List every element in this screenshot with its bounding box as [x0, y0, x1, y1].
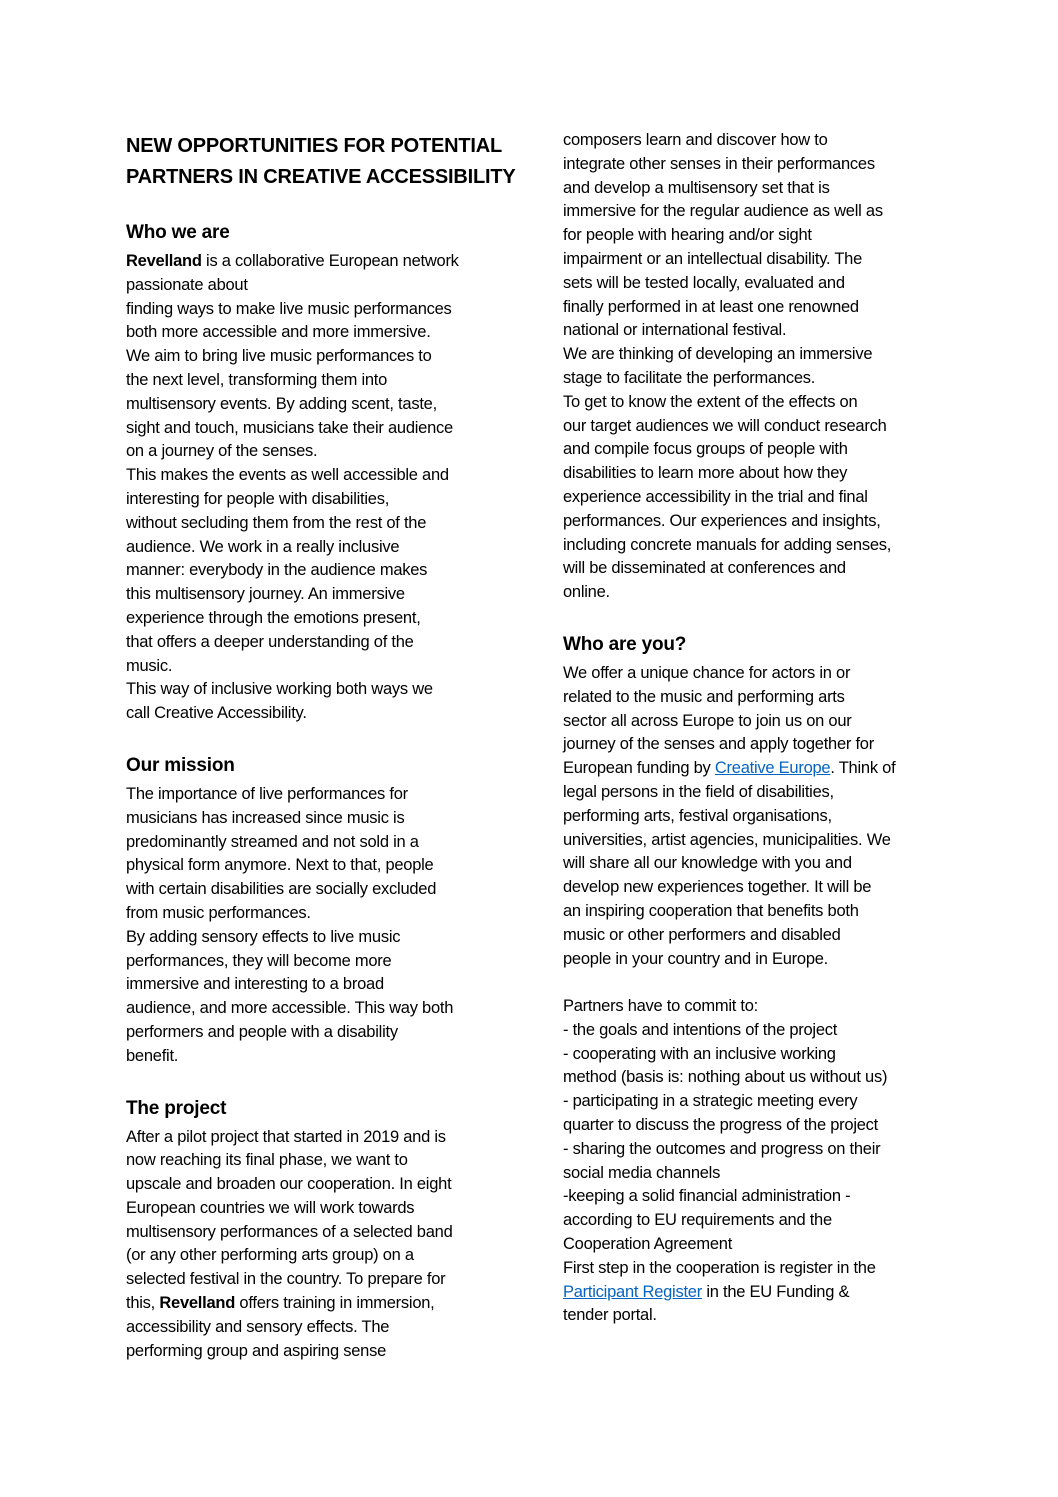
- text-line: manner: everybody in the audience makes: [126, 561, 428, 580]
- document-title-line: PARTNERS IN CREATIVE ACCESSIBILITY: [126, 166, 516, 188]
- text-line: First step in the cooperation is register in the: [563, 1258, 876, 1277]
- text-line: The importance of live performances for: [126, 784, 408, 803]
- text-line: - cooperating with an inclusive working: [563, 1044, 836, 1063]
- text-line: experience accessibility in the trial and final: [563, 487, 868, 506]
- text-line: develop new experiences together. It will be: [563, 878, 872, 897]
- text-line: legal persons in the field of disabilities,: [563, 782, 834, 801]
- text-line: and compile focus groups of people with: [563, 440, 848, 459]
- text-line: performances. Our experiences and insights,: [563, 511, 881, 530]
- text-line: both more accessible and more immersive.: [126, 323, 431, 342]
- text-line: finding ways to make live music performances: [126, 299, 452, 318]
- text-line: Partners have to commit to:: [563, 997, 758, 1016]
- text-line: social media channels: [563, 1163, 721, 1182]
- text-line: By adding sensory effects to live music: [126, 927, 401, 946]
- text-line: - the goals and intentions of the project: [563, 1020, 838, 1039]
- text-line: this multisensory journey. An immersive: [126, 585, 405, 604]
- text-line: passionate about: [126, 275, 248, 294]
- text-line: After a pilot project that started in 2019 and is: [126, 1127, 446, 1146]
- bold-text: Revelland: [126, 252, 202, 270]
- text-line: people in your country and in Europe.: [563, 949, 829, 968]
- text-line: We are thinking of developing an immersive: [563, 345, 873, 364]
- text-line: sets will be tested locally, evaluated and: [563, 273, 845, 292]
- text-line: immersive for the regular audience as well as: [563, 202, 883, 221]
- text-line: call Creative Accessibility.: [126, 704, 307, 723]
- text-run: offers training in immersion,: [235, 1294, 435, 1313]
- text-line: now reaching its final phase, we want to: [126, 1151, 408, 1170]
- section-heading: Who are you?: [563, 633, 687, 655]
- right-column: [563, 129, 955, 1328]
- text-line: national or international festival.: [563, 321, 787, 340]
- text-line: will share all our knowledge with you and: [563, 854, 852, 873]
- text-line: music or other performers and disabled: [563, 925, 841, 944]
- text-line: performances, they will become more: [126, 951, 392, 970]
- text-line: To get to know the extent of the effects on: [563, 392, 858, 411]
- text-run: this,: [126, 1294, 160, 1313]
- text-line: audience, and more accessible. This way both: [126, 999, 454, 1018]
- text-line: will be disseminated at conferences and: [563, 559, 846, 578]
- text-line: performing group and aspiring sense: [126, 1341, 386, 1360]
- text-line: integrate other senses in their performances: [563, 154, 875, 173]
- creative-europe-link[interactable]: Creative Europe: [714, 759, 831, 778]
- text-line: an inspiring cooperation that benefits both: [563, 901, 859, 920]
- text-line: according to EU requirements and the: [563, 1211, 832, 1230]
- section-heading: Who we are: [126, 222, 230, 243]
- text-line: interesting for people with disabilities,: [126, 489, 390, 508]
- section-heading: Our mission: [126, 754, 235, 776]
- text-line: that offers a deeper understanding of the: [126, 632, 414, 651]
- text-line: from music performances.: [126, 903, 311, 922]
- text-run: is a collaborative European network: [201, 252, 459, 270]
- text-line: multisensory events. By adding scent, taste,: [126, 394, 437, 413]
- text-line: journey of the senses and apply together for: [563, 735, 874, 754]
- text-line: [563, 757, 955, 781]
- text-line: finally performed in at least one renowned: [563, 297, 859, 316]
- text-line: [126, 1292, 518, 1316]
- document-title-line: NEW OPPORTUNITIES FOR POTENTIAL: [126, 135, 503, 157]
- text-line: sight and touch, musicians take their audience: [126, 418, 453, 437]
- text-line: musicians has increased since music is: [126, 808, 405, 827]
- text-run: . Think of: [830, 759, 896, 778]
- text-line: and develop a multisensory set that is: [563, 178, 830, 197]
- text-line: We aim to bring live music performances to: [126, 347, 432, 366]
- left-column: [126, 131, 518, 1363]
- text-line: for people with hearing and/or sight: [563, 226, 812, 245]
- text-line: Cooperation Agreement: [563, 1235, 733, 1254]
- text-line: audience. We work in a really inclusive: [126, 537, 400, 556]
- text-line: - sharing the outcomes and progress on their: [563, 1139, 881, 1158]
- text-line: performing arts, festival organisations,: [563, 806, 832, 825]
- text-line: upscale and broaden our cooperation. In eight: [126, 1175, 452, 1194]
- text-line: [126, 250, 518, 274]
- text-line: benefit.: [126, 1046, 179, 1065]
- text-line: our target audiences we will conduct research: [563, 416, 887, 435]
- text-line: -keeping a solid financial administration -: [563, 1187, 851, 1206]
- text-line: without secluding them from the rest of the: [126, 513, 427, 532]
- text-line: with certain disabilities are socially excluded: [126, 880, 437, 899]
- text-line: stage to facilitate the performances.: [563, 368, 816, 387]
- text-line: selected festival in the country. To prepare for: [126, 1270, 446, 1289]
- text-line: - participating in a strategic meeting every: [563, 1092, 858, 1111]
- text-line: multisensory performances of a selected band: [126, 1222, 453, 1241]
- text-run: European funding by: [563, 759, 715, 778]
- text-line: related to the music and performing arts: [563, 687, 845, 706]
- text-line: physical form anymore. Next to that, people: [126, 856, 434, 875]
- text-line: quarter to discuss the progress of the project: [563, 1116, 879, 1135]
- text-line: impairment or an intellectual disability. The: [563, 249, 863, 268]
- text-line: sector all across Europe to join us on our: [563, 711, 852, 730]
- text-line: We offer a unique chance for actors in or: [563, 663, 851, 682]
- text-line: This way of inclusive working both ways we: [126, 680, 433, 699]
- text-line: the next level, transforming them into: [126, 370, 388, 389]
- text-line: composers learn and discover how to: [563, 131, 828, 149]
- document-title: [126, 131, 518, 193]
- text-line: disabilities to learn more about how they: [563, 464, 848, 483]
- text-line: online.: [563, 583, 610, 602]
- text-line: predominantly streamed and not sold in a: [126, 832, 419, 851]
- text-line: (or any other performing arts group) on a: [126, 1246, 414, 1265]
- section-heading: The project: [126, 1097, 227, 1119]
- text-line: on a journey of the senses.: [126, 442, 318, 461]
- blank-line: [563, 971, 955, 995]
- text-line: immersive and interesting to a broad: [126, 975, 384, 994]
- text-line: accessibility and sensory effects. The: [126, 1317, 390, 1336]
- bold-text: Revelland: [159, 1294, 236, 1313]
- text-line: performers and people with a disability: [126, 1022, 398, 1041]
- text-run: in the EU Funding &: [701, 1282, 850, 1301]
- text-line: European countries we will work towards: [126, 1198, 415, 1217]
- text-line: [563, 1281, 955, 1305]
- text-line: tender portal.: [563, 1306, 657, 1325]
- text-line: including concrete manuals for adding senses,: [563, 535, 892, 554]
- text-line: universities, artist agencies, municipalities. We: [563, 830, 891, 849]
- text-line: experience through the emotions present,: [126, 608, 421, 627]
- participant-register-link[interactable]: Participant Register: [563, 1282, 702, 1301]
- text-line: method (basis is: nothing about us without us): [563, 1068, 888, 1087]
- text-line: This makes the events as well accessible and: [126, 466, 449, 485]
- text-line: music.: [126, 656, 173, 675]
